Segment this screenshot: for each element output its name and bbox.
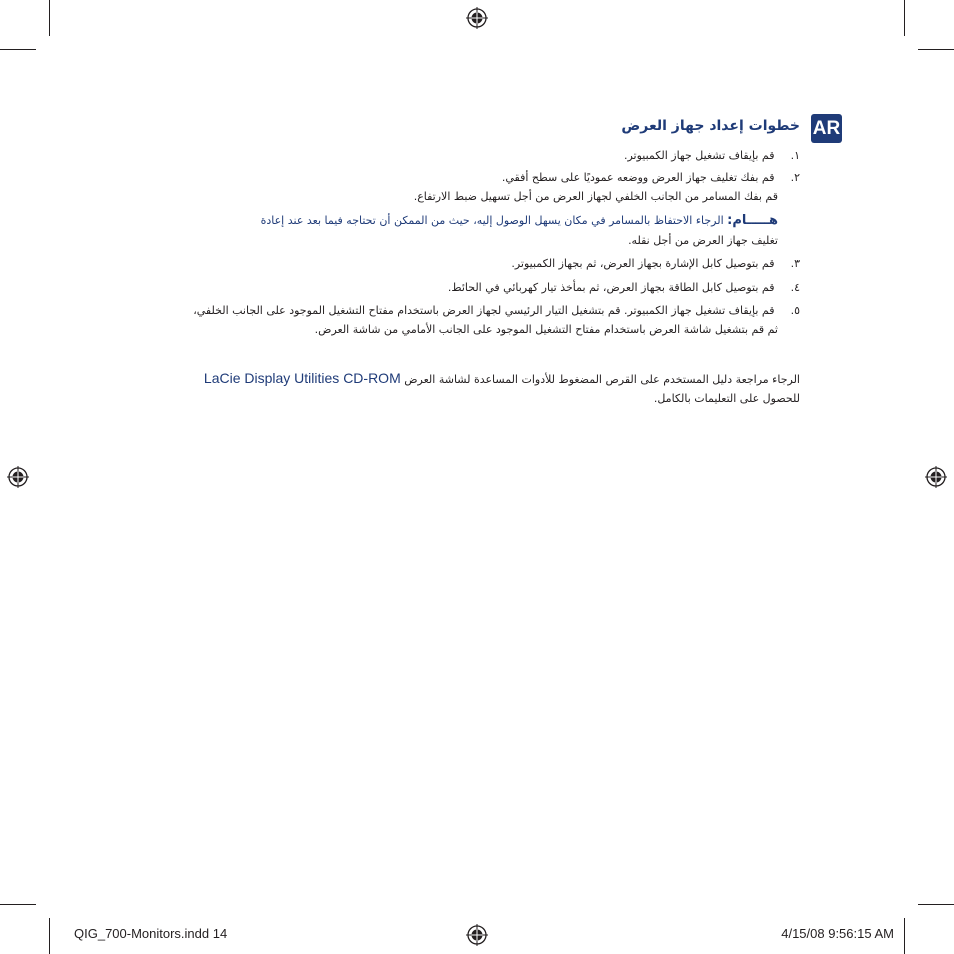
crop-mark [49, 0, 50, 36]
step-text: قم بإيقاف تشغيل جهاز الكمبيوتر. قم بتشغيل التيار الرئيسي لجهاز العرض باستخدام مفتاح التشغيل الموجود على الجانب الخلفي، [193, 304, 775, 317]
registration-mark-icon [925, 466, 947, 488]
step-5 [193, 301, 800, 321]
step-2 [502, 168, 800, 188]
section-heading: خطوات إعداد جهاز العرض [621, 118, 800, 134]
step-3 [511, 254, 800, 274]
slug-datetime: 4/15/08 9:56:15 AM [781, 926, 894, 941]
crop-mark [904, 918, 905, 954]
crop-mark [0, 904, 36, 905]
crop-mark [918, 904, 954, 905]
cd-rom-name: LaCie Display Utilities CD-ROM [203, 370, 401, 386]
step-text-continued: قم بفك المسامر من الجانب الخلفي لجهاز العرض من أجل تسهيل ضبط الارتفاع. [413, 190, 778, 203]
step-text: قم بتوصيل كابل الإشارة بجهاز العرض، ثم بجهاز الكمبيوتر. [511, 257, 775, 270]
slug-filename: QIG_700-Monitors.indd 14 [74, 926, 228, 941]
note-text: الرجاء الاحتفاظ بالمسامر في مكان يسهل الوصول إليه، حيث من الممكن أن تحتاجه فيما بعد عند إعادة [260, 214, 724, 227]
language-badge: AR [811, 114, 842, 143]
step-number: ٥. [790, 304, 800, 317]
step-4 [448, 278, 800, 298]
registration-mark-icon [466, 924, 488, 946]
note-label: هـــــام: [727, 213, 778, 228]
crop-mark [49, 918, 50, 954]
step-number: ٤. [790, 281, 800, 294]
important-note [218, 211, 778, 231]
step-text: قم بتوصيل كابل الطاقة بجهاز العرض، ثم بمأخذ تيار كهربائي في الحائط. [447, 281, 775, 294]
step-number: ١. [790, 149, 800, 162]
step-text: قم بإيقاف تشغيل جهاز الكمبيوتر. [623, 149, 775, 162]
registration-mark-icon [7, 466, 29, 488]
crop-mark [0, 49, 36, 50]
registration-mark-icon [466, 7, 488, 29]
crop-mark [918, 49, 954, 50]
reference-text-continued: للحصول على التعليمات بالكامل. [653, 392, 800, 405]
step-number: ٣. [790, 257, 800, 270]
reference-paragraph [204, 368, 800, 390]
crop-mark [904, 0, 905, 36]
note-text-continued: تغليف جهاز العرض من أجل نقله. [628, 234, 778, 247]
step-1 [624, 146, 800, 166]
step-number: ٢. [790, 171, 800, 184]
reference-text: الرجاء مراجعة دليل المستخدم على القرص المضغوط للأدوات المساعدة لشاشة العرض [404, 373, 800, 386]
step-text-continued: ثم قم بتشغيل شاشة العرض باستخدام مفتاح التشغيل الموجود على الجانب الأمامي من شاشة العرض. [314, 323, 778, 336]
step-text: قم بفك تغليف جهاز العرض ووضعه عموديًا على سطح أفقي. [501, 171, 775, 184]
